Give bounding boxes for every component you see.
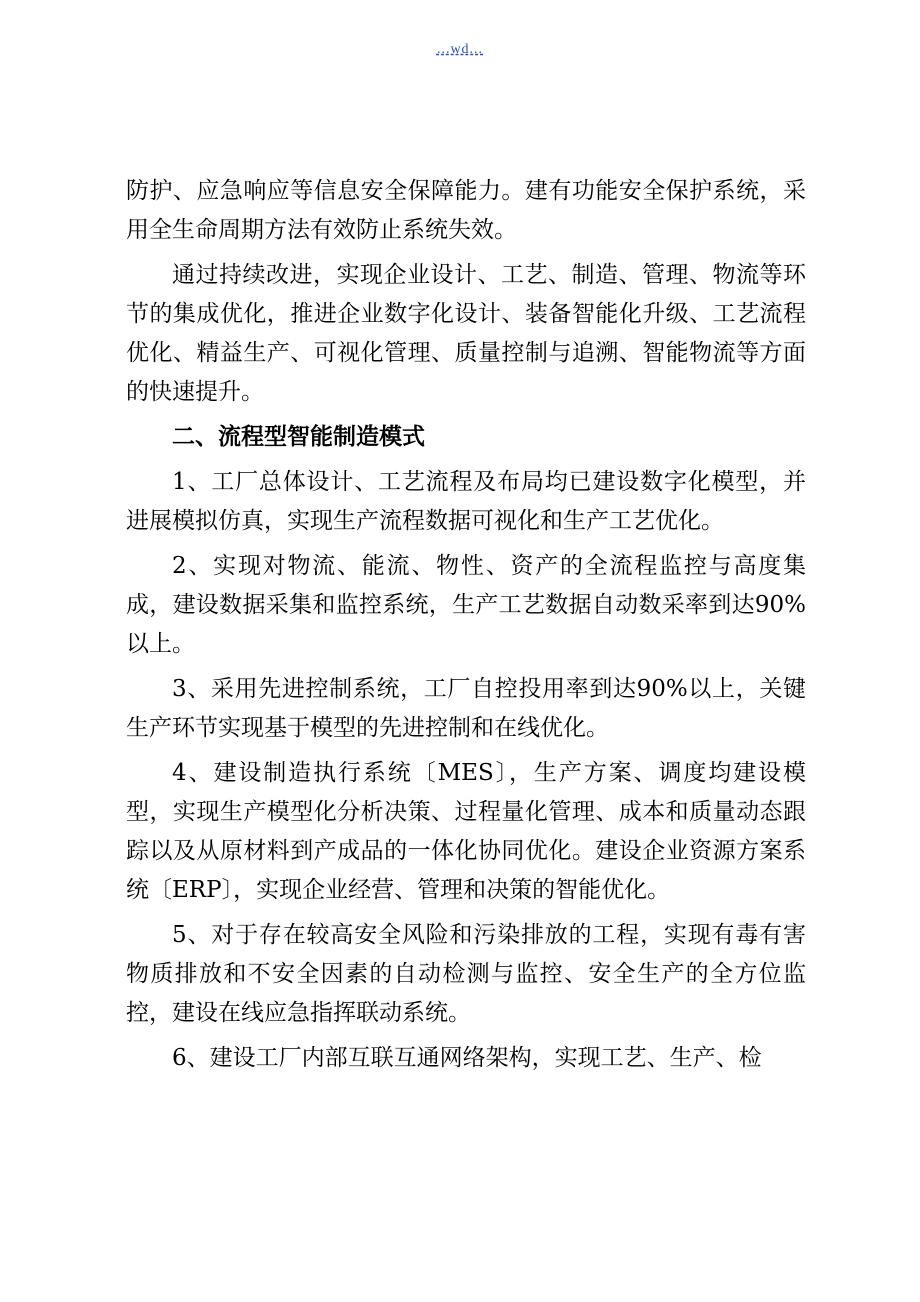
list-item-6: 6、建设工厂内部互联互通网络架构，实现工艺、生产、检 (172, 1045, 762, 1071)
list-item-2: 2、实现对物流、能流、物性、资产的全流程监控与高度集成，建设数据采集和监控系统，生产工艺数据自动数采率到达90%以上。 (126, 553, 806, 657)
list-item-1: 1、工厂总体设计、工艺流程及布局均已建设数字化模型，并进展模拟仿真，实现生产流程数据可视化和生产工艺优化。 (126, 469, 806, 534)
paragraph-continuation: 防护、应急响应等信息安全保障能力。建有功能安全保护系统，采用全生命周期方法有效防止系统失效。 (126, 178, 806, 243)
paragraph-improvement: 通过持续改进，实现企业设计、工艺、制造、管理、物流等环节的集成优化，推进企业数字化设计、装备智能化升级、工艺流程优化、精益生产、可视化管理、质量控制与追溯、智能物流等方面的快速提升。 (126, 262, 806, 405)
list-item-5: 5、对于存在较高安全风险和污染排放的工程，实现有毒有害物质排放和不安全因素的自动检测与监控、安全生产的全方位监控，建设在线应急指挥联动系统。 (126, 922, 806, 1026)
list-item-3: 3、采用先进控制系统，工厂自控投用率到达90%以上，关键生产环节实现基于模型的先进控制和在线优化。 (126, 676, 806, 741)
section-heading: 二、流程型智能制造模式 (172, 424, 425, 450)
header-watermark: ...wd... (436, 42, 484, 57)
document-body (126, 172, 806, 1084)
list-item-4: 4、建设制造执行系统〔MES〕，生产方案、调度均建设模型，实现生产模型化分析决策、过程量化管理、成本和质量动态跟踪以及从原材料到产成品的一体化协同优化。建设企业资源方案系统〔ERP〕，实现企业经营、管理和决策的智能优化。 (126, 760, 806, 903)
